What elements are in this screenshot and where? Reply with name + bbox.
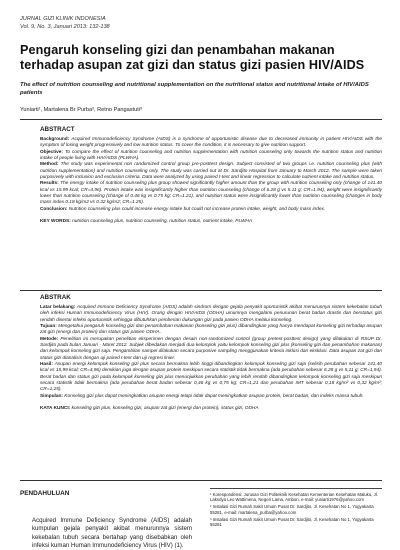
abstract-heading: ABSTRACT: [40, 126, 75, 133]
journal-header: [20, 16, 110, 31]
tujuan-text: Mengetahui pengaruh konseling gizi dan penambahan makanan (konseling gizi plus) dibandingkan yang hanya mendapat konseling gizi terhadap asupan zat gizi (energi dan protein) dan status gizi pasien ODHA.: [40, 324, 382, 336]
latar-label: Latar belakang:: [40, 305, 76, 310]
footnote-1: ¹ Korespondensi: Jurusan Gizi Politeknik Kesehatan Kementerian Kesehatan Maluku, Jl. Laksdya Leo Wattimena, Negeri Lama, Ambon, e-mail: yuniarti1976@yahoo.com: [210, 492, 378, 503]
article-subtitle: The effect of nutrition counseling and nutritional supplementation on the nutritional status and nutritional intake of HIV/AIDS patients: [20, 82, 369, 96]
kata-kunci: [20, 406, 382, 412]
objective-text: To compare the effect of nutrition counseling and nutrition supplementation with nutrition counseling only towards the nutrition status and nutrition intake of people living with HIV/AIDS (PLWHA).: [40, 149, 382, 162]
simpulan-label: Simpulan:: [40, 393, 63, 399]
simpulan-text: Konseling gizi plus dapat meningkatkan asupan energi tetapi tidak dapat meningkatkan asupan protein, berat badan, dan indeks massa tubuh.: [64, 393, 364, 399]
method-label: Method:: [40, 162, 59, 168]
abstract-indonesian: [20, 294, 382, 412]
objective-label: Objective:: [40, 149, 63, 155]
abstract-middle-rule: [20, 290, 382, 291]
conclusion-text: Nutrition counseling plus could increase energy intake but could not increase protein intake, weight, and body mass index.: [68, 206, 326, 212]
results-text: The energy intake of nutrition counseling plus group showed significantly higher amount than the group with nutrition counseling only (change of 141.40 kcal vs 15.99 kcal; CR=4.96). Protein intake was insignificantly higher than nutrition counseling (change of 6.28 g vs 5.11 g; CR=1.94), weight were insignificantly lower than nutrition counseling (change of 0.46 kg vs 0.75 kg; CR=1.21), and nutrition status were insignificantly lower than nutrition counseling (changes in body mass index 0.18 kg/m2 vs 0.32 kg/m2; CR=1.25).: [40, 181, 382, 206]
section-heading-pendahuluan: PENDAHULUAN: [20, 490, 70, 497]
conclusion-label: Conclusion:: [40, 206, 68, 212]
journal-issue: Vol. 9, No. 3, Januari 2013: 132-138: [20, 23, 110, 30]
keywords-text: nutrition counseling plus, nutrition counseling, nutrition status, nutrient intake, PLWHA: [72, 219, 253, 225]
keywords-label: KEY WORDS:: [40, 219, 71, 225]
background-text: Acquired Immunodeficiency Syndrome (AIDS) is a syndrome of opportunistic disease due to decreased immunity in patient HIV/AIDS with the symptom of losing weight progressively and low nutrition status. To cover the condition, it is necessary to give nutrition support.: [40, 137, 382, 149]
footnote-2: ² Instalasi Gizi Rumah Sakit Umum Pusat Dr. Sardjito, Jl. Kesehatan No 1, Yogyakarta 55281, e-mail: martalena_purba@yahoo.com: [210, 504, 374, 515]
results-label: Results:: [40, 181, 59, 187]
intro-text: Acquired Immune Deficiency Syndrome (AIDS) adalah kumpulan gejala penyakit akibat menurunnya sistem kekebalan tubuh secara bertahap yang disebabkan oleh infeksi kuman Human Immunodeficiency Virus (HIV) (1).: [32, 517, 192, 549]
abstrak-heading: ABSTRAK: [40, 294, 71, 301]
abstract-english: [20, 126, 382, 225]
article-title: Pengaruh konseling gizi dan penambahan makanan terhadap asupan zat gizi dan status gizi pasien HIV/AIDS: [20, 43, 365, 72]
journal-name: JURNAL GIZI KLINIK INDONESIA: [20, 16, 106, 22]
abstract-en-body: [20, 137, 382, 213]
abstrak-body: [20, 305, 382, 400]
intro-paragraph: [20, 517, 192, 550]
article-authors: Yuniarti¹, Martalena Br Purba², Retno Pangastuti³: [20, 107, 142, 113]
abstract-bottom-rule: [20, 480, 382, 481]
footnotes: [210, 488, 382, 529]
kata-kunci-label: KATA KUNCI:: [40, 406, 71, 412]
hasil-text: Asupan energi kelompok konseling gizi plus secara bermakna lebih tinggi dibandingkan kelompok konseling gizi saja (selisih perubahan sebesar 141,40 kcal vs 15,99 kcal; CR=4,96) demikian juga dengan asupan protein meskipun secara statistik tidak bermakna (ada perubahan sebesar 6,28 g vs 5,11 g; CR=1,94). Berat badan dan status gizi pada kelompok konseling gizi plus menunjukkan perubahan yang lebih rendah dibandingkan kelompok konseling gizi saja meskipun secara statistik tidak bermakna (ada perubahan berat badan sebesar 0,46 kg vs 0,75 kg; CR=1,21 dan perubahan IMT sebesar 0,18 kg/m² vs 0,32 kg/m²; CR=1,25).: [40, 362, 382, 393]
latar-text: Acquired Immuno Deficiency Syndrome (AIDS) adalah sindrom dengan gejala penyakit oportunistik akibat menurunnya sistem kekebalan tubuh oleh infeksi Human Immunodeficiency Virus (HIV). Orang dengan HIV/AIDS (ODHA) umumnya mengalami penurunan berat badan drastis dan berstatus gizi rendah disertai infeksi oportunistik sehingga dibutuhkan pemberian dukungan gizi pada pasien ODHA melalui konseling.: [40, 305, 383, 323]
kata-kunci-text: konseling gizi plus, konseling gizi, asupan zat gizi (energi dan protein), status gizi, ODHA: [71, 406, 259, 412]
keywords-en: [20, 219, 382, 225]
metode-label: Metode:: [40, 336, 59, 342]
footnote-3: ³ Instalasi Gizi Rumah Sakit Umum Pusat Dr. Sardjito, Jl. Kesehatan No 1, Yogyakarta 55281: [210, 516, 374, 528]
tujuan-label: Tujuan:: [40, 324, 57, 330]
metode-text: Penelitian ini merupakan penelitian eksperimen dengan desain non-randomized control (group pretest-posttest design) yang dilakukan di RSUP Dr. Sardjito pada bulan Januari - Maret 2012. Subjek dibedakan menjadi dua kelompok yaitu kelompok konseling gizi plus (konseling gizi dan penambahan makanan) dan kelompok konseling gizi saja. Pengambilan sampel dilakukan secara purposive sampling menggunakan kriteria inklusi dan eksklusi. Data asupan zat gizi dan status gizi dianalisis dengan uji paired t-test dan uji regresi linier.: [40, 336, 382, 361]
background-label: Background:: [40, 137, 70, 142]
method-text: The study was experimental non randomized control group pre-posttest design. Subject consisted of two groups i.e. nutrition counseling plus (with nutrition supplementation) and nutrition counseling only. The study was carried out at Dr. Sardjito Hospital from January to March 2012. The sample were taken purposively with inclusion and exclusion criteria. Data were analyzed by using paired t-test and linear regression to calculate nutrient intake and nutrition status.: [40, 162, 382, 181]
abstract-top-rule: [20, 119, 382, 120]
hasil-label: Hasil:: [40, 362, 53, 368]
